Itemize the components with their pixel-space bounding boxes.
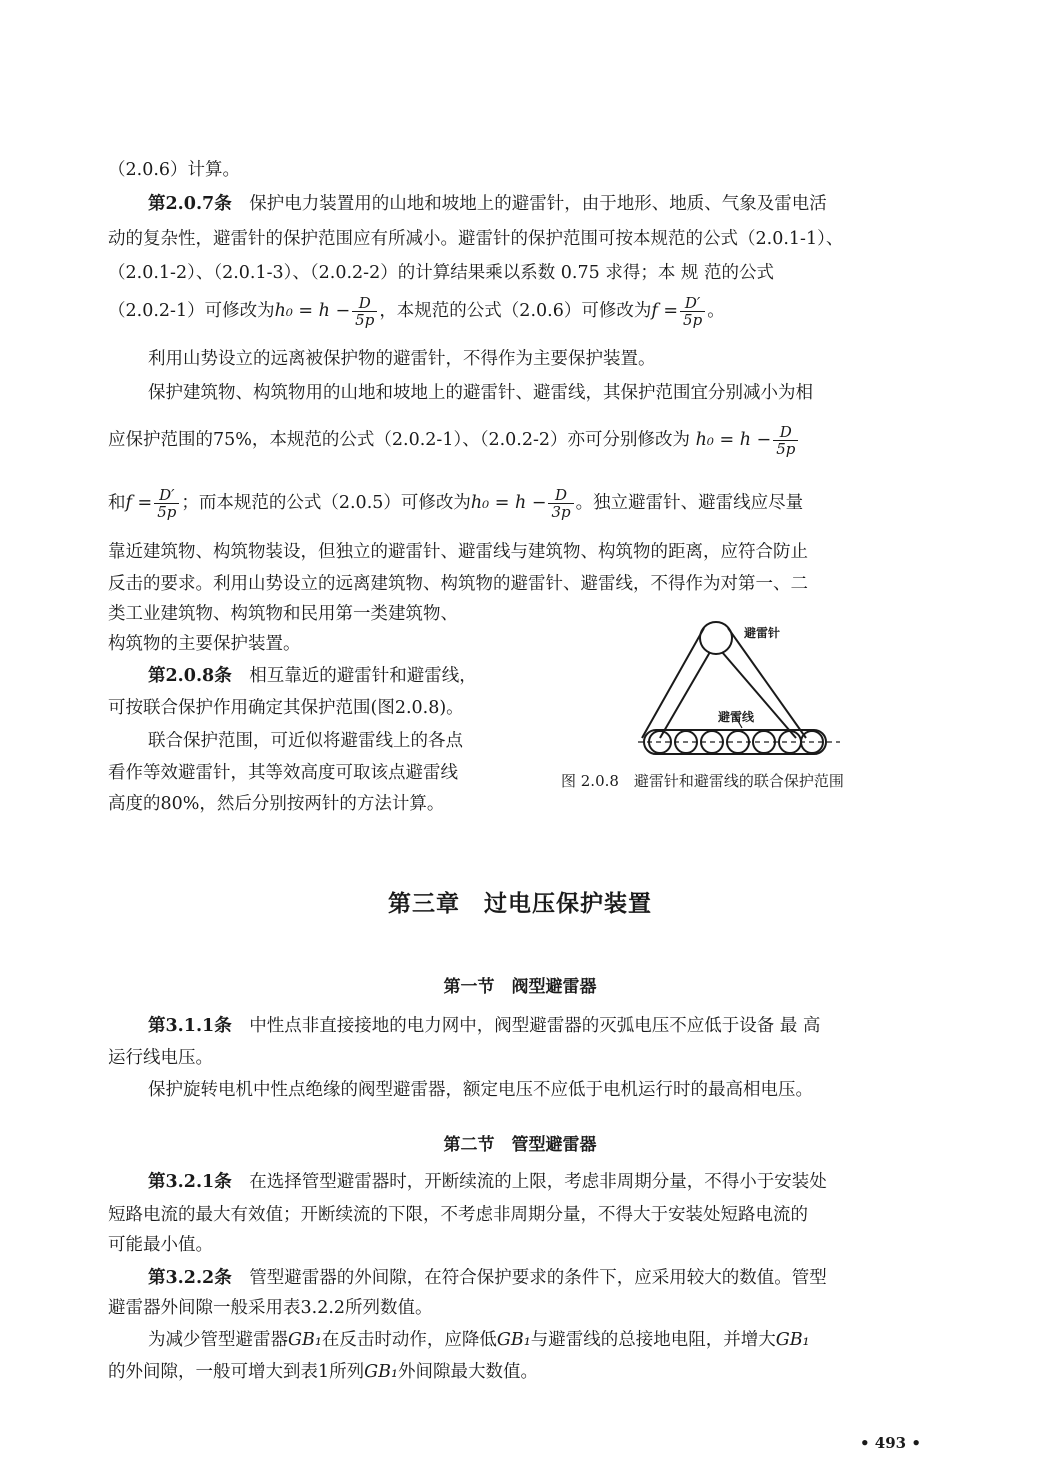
text: 和 xyxy=(108,493,126,513)
formula-h0: h₀ = h − xyxy=(695,430,772,450)
denominator: 5p xyxy=(157,503,177,521)
para-line-formula xyxy=(148,1328,810,1352)
clause-text: 保护电力装置用的山地和坡地上的避雷针，由于地形、地质、气象及雷电活 xyxy=(249,194,827,214)
para-line-formula xyxy=(108,424,800,457)
text: 在反击时动作，应降低 xyxy=(321,1330,497,1350)
clause-3-1-1 xyxy=(148,1014,820,1038)
clause-3-2-2 xyxy=(148,1266,827,1290)
denominator: 5p xyxy=(355,311,375,329)
denominator: 5p xyxy=(683,311,703,329)
needle-circle xyxy=(700,622,732,654)
numerator: D xyxy=(548,487,573,504)
clause-text: 在选择管型避雷器时，开断续流的上限，考虑非周期分量，不得小于安装处 xyxy=(249,1172,827,1192)
para-line: 可能最小值。 xyxy=(108,1235,213,1255)
para-line: 高度的80%，然后分别按两针的方法计算。 xyxy=(108,794,445,814)
symbol-gb1: GB₁ xyxy=(288,1330,322,1350)
fraction xyxy=(352,295,377,328)
section-2-title: 第二节 管型避雷器 xyxy=(443,1135,597,1155)
para-line: 运行线电压。 xyxy=(108,1048,213,1068)
para-line: 避雷器外间隙一般采用表3.2.2所列数值。 xyxy=(108,1298,433,1318)
formula-f: f = xyxy=(125,493,153,513)
fraction xyxy=(548,487,573,520)
para-line-formula xyxy=(108,487,803,520)
clause-2-0-7 xyxy=(148,192,827,216)
para-line: 构筑物的主要保护装置。 xyxy=(108,634,301,654)
text: 。 xyxy=(707,301,725,321)
page-number: • 493 • xyxy=(860,1434,921,1452)
para-line: 可按联合保护作用确定其保护范围(图2.0.8)。 xyxy=(108,698,464,718)
para-line: 看作等效避雷针，其等效高度可取该点避雷线 xyxy=(108,763,458,783)
fraction xyxy=(154,487,179,520)
denominator: 3p xyxy=(551,503,571,521)
text: （2.0.2-1）可修改为 xyxy=(108,301,275,321)
para-line: 类工业建筑物、构筑物和民用第一类建筑物、 xyxy=(108,604,458,624)
numerator: D xyxy=(773,424,798,441)
symbol-gb1: GB₁ xyxy=(364,1362,398,1382)
para-line: 靠近建筑物、构筑物装设，但独立的避雷针、避雷线与建筑物、构筑物的距离，应符合防止 xyxy=(108,542,808,562)
clause-number: 第3.1.1条 xyxy=(148,1016,232,1036)
label-lightning-needle: 避雷针 xyxy=(744,626,781,640)
text: 的外间隙，一般可增大到表1所列 xyxy=(108,1362,365,1382)
fraction xyxy=(773,424,798,457)
label-lightning-wire: 避雷线 xyxy=(718,710,755,724)
numerator: D xyxy=(352,295,377,312)
symbol-gb1: GB₁ xyxy=(775,1330,810,1350)
para-line-formula xyxy=(108,295,725,328)
para-line: 保护建筑物、构筑物用的山地和坡地上的避雷针、避雷线，其保护范围宜分别减小为相 xyxy=(148,383,813,403)
clause-number: 第2.0.7条 xyxy=(148,194,232,214)
clause-3-2-1 xyxy=(148,1170,827,1194)
formula-f: f = xyxy=(651,301,679,321)
numerator: D′ xyxy=(154,487,179,504)
symbol-gb1: GB₁ xyxy=(496,1330,531,1350)
text: 。独立避雷针、避雷线应尽量 xyxy=(575,493,804,513)
denominator: 5p xyxy=(776,440,796,458)
clause-text: 相互靠近的避雷针和避雷线， xyxy=(249,666,477,686)
clause-text: 管型避雷器的外间隙，在符合保护要求的条件下，应采用较大的数值。管型 xyxy=(249,1268,827,1288)
text: 应保护范围的75%，本规范的公式（2.0.2-1）、（2.0.2-2）亦可分别修改为 xyxy=(108,430,691,450)
figure-2-0-8 xyxy=(630,618,870,768)
text: 为减少管型避雷器 xyxy=(148,1330,288,1350)
chapter-title: 第三章 过电压保护装置 xyxy=(388,891,652,917)
text: ，本规范的公式（2.0.6）可修改为 xyxy=(379,301,652,321)
left-boundary-inner xyxy=(660,652,710,738)
para-line: 反击的要求。利用山势设立的远离建筑物、构筑物的避雷针、避雷线，不得作为对第一、二 xyxy=(108,574,808,594)
text: ；而本规范的公式（2.0.5）可修改为 xyxy=(181,493,471,513)
numerator: D′ xyxy=(680,295,705,312)
para-line: 动的复杂性，避雷针的保护范围应有所减小。避雷针的保护范围可按本规范的公式（2.0.1-1）、 xyxy=(108,229,844,249)
text: 与避雷线的总接地电阻，并增大 xyxy=(530,1330,776,1350)
clause-number: 第3.2.1条 xyxy=(148,1172,232,1192)
para-line: 短路电流的最大有效值；开断续流的下限，不考虑非周期分量，不得大于安装处短路电流的 xyxy=(108,1205,808,1225)
para-line: （2.0.6）计算。 xyxy=(108,160,241,180)
para-line: 利用山势设立的远离被保护物的避雷针，不得作为主要保护装置。 xyxy=(148,349,656,369)
clause-text: 中性点非直接接地的电力网中，阀型避雷器的灭弧电压不应低于设备 最 高 xyxy=(249,1016,821,1036)
text: 外间隙最大数值。 xyxy=(398,1362,538,1382)
para-line-formula xyxy=(108,1360,538,1384)
figure-caption: 图 2.0.8 避雷针和避雷线的联合保护范围 xyxy=(561,772,844,790)
right-boundary-inner xyxy=(722,652,796,738)
formula-h0: h₀ = h − xyxy=(470,493,547,513)
left-boundary-outer xyxy=(642,628,704,738)
para-line: （2.0.1-2）、（2.0.1-3）、（2.0.2-2）的计算结果乘以系数 0.75 求得；本 规 范的公式 xyxy=(108,263,774,283)
formula-h0: h₀ = h − xyxy=(274,301,351,321)
clause-number: 第3.2.2条 xyxy=(148,1268,232,1288)
fraction xyxy=(680,295,705,328)
section-1-title: 第一节 阀型避雷器 xyxy=(443,977,597,997)
clause-number: 第2.0.8条 xyxy=(148,666,232,686)
clause-2-0-8 xyxy=(148,664,477,688)
para-line: 联合保护范围，可近似将避雷线上的各点 xyxy=(148,731,463,751)
para-line: 保护旋转电机中性点绝缘的阀型避雷器，额定电压不应低于电机运行时的最高相电压。 xyxy=(148,1080,813,1100)
